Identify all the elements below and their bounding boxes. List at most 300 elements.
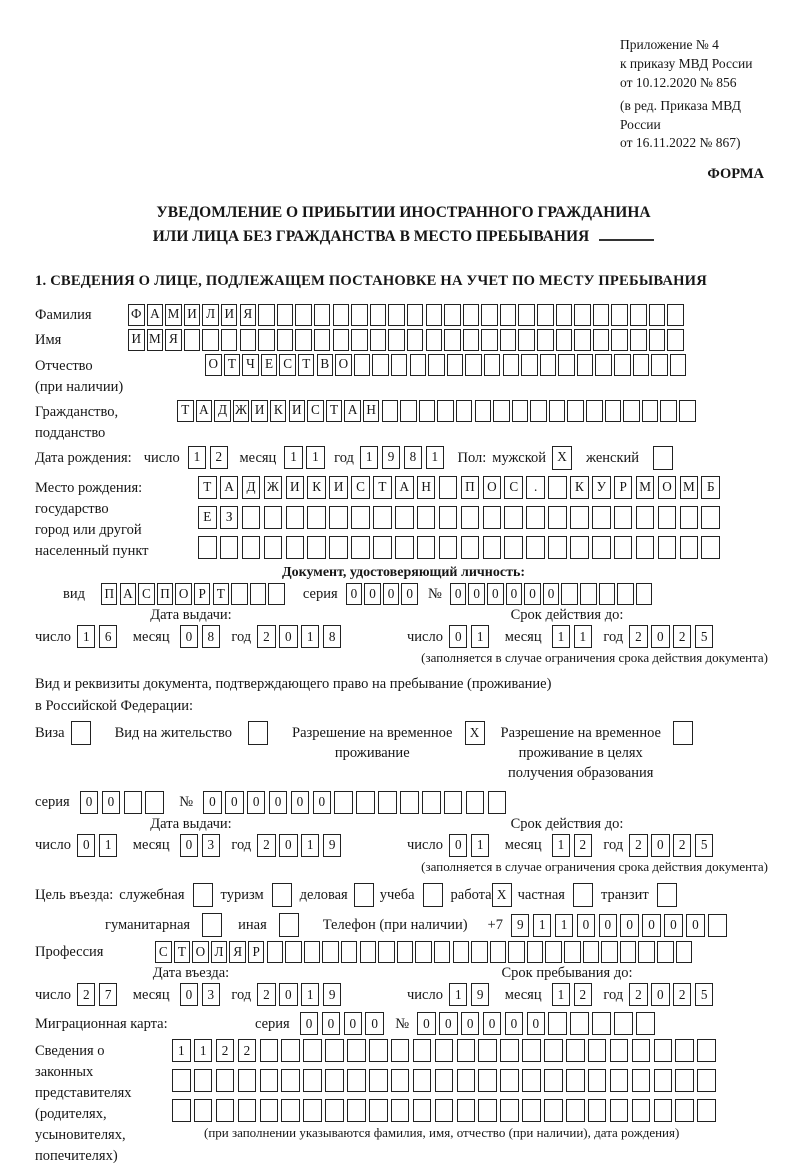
char-cell[interactable]: 1 xyxy=(360,446,379,469)
char-cell[interactable] xyxy=(295,304,312,326)
char-cell[interactable]: И xyxy=(184,304,201,326)
char-cell[interactable]: 0 xyxy=(225,791,244,814)
char-cell[interactable] xyxy=(447,354,464,376)
char-cell[interactable] xyxy=(202,913,222,937)
char-cell[interactable] xyxy=(435,1069,454,1092)
char-cell[interactable] xyxy=(657,941,674,963)
char-cell[interactable]: 3 xyxy=(202,834,221,857)
char-cell[interactable] xyxy=(610,1099,629,1122)
char-cell[interactable] xyxy=(638,941,655,963)
char-cell[interactable] xyxy=(660,400,677,422)
char-cell[interactable] xyxy=(558,354,575,376)
char-cell[interactable] xyxy=(238,1099,257,1122)
char-cell[interactable] xyxy=(410,354,427,376)
char-cell[interactable] xyxy=(395,536,414,559)
char-cell[interactable] xyxy=(658,506,677,529)
char-cell[interactable]: 1 xyxy=(555,914,574,937)
char-cell[interactable] xyxy=(415,941,432,963)
char-cell[interactable] xyxy=(413,1099,432,1122)
char-cell[interactable] xyxy=(347,1099,366,1122)
char-cell[interactable]: 9 xyxy=(471,983,490,1006)
char-cell[interactable]: 2 xyxy=(629,834,648,857)
char-cell[interactable] xyxy=(295,329,312,351)
char-cell[interactable]: Р xyxy=(614,476,633,499)
char-cell[interactable] xyxy=(184,329,201,351)
char-cell[interactable] xyxy=(341,941,358,963)
char-cell[interactable] xyxy=(540,354,557,376)
char-cell[interactable] xyxy=(307,536,326,559)
char-cell[interactable] xyxy=(632,1099,651,1122)
char-cell[interactable] xyxy=(512,400,529,422)
char-cell[interactable] xyxy=(478,1069,497,1092)
char-cell[interactable] xyxy=(500,329,517,351)
char-cell[interactable] xyxy=(574,329,591,351)
char-cell[interactable]: Н xyxy=(417,476,436,499)
char-cell[interactable]: 1 xyxy=(533,914,552,937)
char-cell[interactable] xyxy=(617,583,634,605)
char-cell[interactable]: 1 xyxy=(301,625,320,648)
char-cell[interactable] xyxy=(216,1099,235,1122)
char-cell[interactable]: 1 xyxy=(301,834,320,857)
char-cell[interactable]: 2 xyxy=(673,625,692,648)
char-cell[interactable]: 1 xyxy=(188,446,207,469)
char-cell[interactable]: 0 xyxy=(620,914,639,937)
char-cell[interactable]: 5 xyxy=(695,983,714,1006)
char-cell[interactable] xyxy=(391,1099,410,1122)
char-cell[interactable] xyxy=(481,304,498,326)
char-cell[interactable] xyxy=(549,400,566,422)
char-cell[interactable] xyxy=(303,1069,322,1092)
char-cell[interactable] xyxy=(220,536,239,559)
char-cell[interactable] xyxy=(548,1012,567,1035)
char-cell[interactable] xyxy=(633,354,650,376)
char-cell[interactable] xyxy=(680,536,699,559)
char-cell[interactable] xyxy=(500,1069,519,1092)
char-cell[interactable]: Я xyxy=(165,329,182,351)
char-cell[interactable]: 0 xyxy=(599,914,618,937)
char-cell[interactable]: 2 xyxy=(257,983,276,1006)
char-cell[interactable] xyxy=(391,354,408,376)
char-cell[interactable] xyxy=(286,506,305,529)
char-cell[interactable]: 0 xyxy=(383,583,400,605)
char-cell[interactable] xyxy=(351,304,368,326)
char-cell[interactable]: 1 xyxy=(471,834,490,857)
char-cell[interactable]: Р xyxy=(194,583,211,605)
char-cell[interactable] xyxy=(679,400,696,422)
char-cell[interactable] xyxy=(566,1069,585,1092)
char-cell[interactable] xyxy=(268,583,285,605)
char-cell[interactable] xyxy=(360,941,377,963)
char-cell[interactable] xyxy=(544,1039,563,1062)
char-cell[interactable] xyxy=(240,329,257,351)
char-cell[interactable]: 2 xyxy=(629,983,648,1006)
char-cell[interactable]: Л xyxy=(202,304,219,326)
char-cell[interactable] xyxy=(577,354,594,376)
char-cell[interactable] xyxy=(250,583,267,605)
char-cell[interactable]: Ж xyxy=(233,400,250,422)
char-cell[interactable]: . xyxy=(526,476,545,499)
char-cell[interactable] xyxy=(417,506,436,529)
char-cell[interactable] xyxy=(388,329,405,351)
char-cell[interactable] xyxy=(258,329,275,351)
char-cell[interactable] xyxy=(478,1039,497,1062)
char-cell[interactable]: 0 xyxy=(449,625,468,648)
char-cell[interactable] xyxy=(611,329,628,351)
char-cell[interactable]: О xyxy=(483,476,502,499)
char-cell[interactable] xyxy=(314,304,331,326)
char-cell[interactable]: М xyxy=(165,304,182,326)
char-cell[interactable] xyxy=(483,506,502,529)
char-cell[interactable] xyxy=(488,791,507,814)
char-cell[interactable]: Ф xyxy=(128,304,145,326)
char-cell[interactable] xyxy=(413,1039,432,1062)
char-cell[interactable]: 5 xyxy=(695,625,714,648)
char-cell[interactable] xyxy=(264,536,283,559)
char-cell[interactable] xyxy=(522,1069,541,1092)
char-cell[interactable] xyxy=(548,476,567,499)
char-cell[interactable]: С xyxy=(504,476,523,499)
char-cell[interactable] xyxy=(522,1099,541,1122)
char-cell[interactable]: С xyxy=(279,354,296,376)
char-cell[interactable] xyxy=(518,304,535,326)
char-cell[interactable] xyxy=(413,1069,432,1092)
char-cell[interactable] xyxy=(675,1039,694,1062)
char-cell[interactable]: 1 xyxy=(552,834,571,857)
char-cell[interactable] xyxy=(614,1012,633,1035)
char-cell[interactable] xyxy=(281,1039,300,1062)
char-cell[interactable]: 1 xyxy=(172,1039,191,1062)
char-cell[interactable] xyxy=(630,329,647,351)
char-cell[interactable] xyxy=(471,941,488,963)
char-cell[interactable]: 8 xyxy=(404,446,423,469)
char-cell[interactable] xyxy=(673,721,693,745)
char-cell[interactable] xyxy=(463,329,480,351)
char-cell[interactable] xyxy=(508,941,525,963)
char-cell[interactable] xyxy=(521,354,538,376)
char-cell[interactable]: 1 xyxy=(574,625,593,648)
char-cell[interactable] xyxy=(444,304,461,326)
char-cell[interactable] xyxy=(356,791,375,814)
char-cell[interactable] xyxy=(242,506,261,529)
char-cell[interactable] xyxy=(435,1039,454,1062)
char-cell[interactable]: 0 xyxy=(77,834,96,857)
char-cell[interactable] xyxy=(522,1039,541,1062)
char-cell[interactable]: 9 xyxy=(511,914,530,937)
char-cell[interactable]: 2 xyxy=(77,983,96,1006)
char-cell[interactable] xyxy=(526,536,545,559)
char-cell[interactable]: Д xyxy=(214,400,231,422)
char-cell[interactable] xyxy=(279,913,299,937)
char-cell[interactable]: Е xyxy=(261,354,278,376)
char-cell[interactable]: 2 xyxy=(216,1039,235,1062)
char-cell[interactable] xyxy=(670,354,687,376)
char-cell[interactable] xyxy=(614,536,633,559)
char-cell[interactable]: 0 xyxy=(505,1012,524,1035)
char-cell[interactable] xyxy=(303,1099,322,1122)
char-cell[interactable] xyxy=(370,304,387,326)
char-cell[interactable] xyxy=(242,536,261,559)
char-cell[interactable]: А xyxy=(196,400,213,422)
char-cell[interactable] xyxy=(439,476,458,499)
char-cell[interactable] xyxy=(592,536,611,559)
char-cell[interactable] xyxy=(456,400,473,422)
char-cell[interactable]: П xyxy=(101,583,118,605)
char-cell[interactable] xyxy=(325,1069,344,1092)
char-cell[interactable] xyxy=(636,1012,655,1035)
char-cell[interactable] xyxy=(566,1039,585,1062)
char-cell[interactable]: М xyxy=(636,476,655,499)
char-cell[interactable]: Т xyxy=(373,476,392,499)
char-cell[interactable] xyxy=(457,1039,476,1062)
char-cell[interactable] xyxy=(537,329,554,351)
char-cell[interactable] xyxy=(570,1012,589,1035)
char-cell[interactable] xyxy=(475,400,492,422)
char-cell[interactable] xyxy=(556,304,573,326)
char-cell[interactable]: 7 xyxy=(99,983,118,1006)
char-cell[interactable]: Е xyxy=(198,506,217,529)
char-cell[interactable]: 1 xyxy=(301,983,320,1006)
char-cell[interactable] xyxy=(400,400,417,422)
char-cell[interactable]: К xyxy=(307,476,326,499)
char-cell[interactable] xyxy=(351,536,370,559)
char-cell[interactable] xyxy=(667,304,684,326)
char-cell[interactable]: И xyxy=(329,476,348,499)
char-cell[interactable] xyxy=(500,1099,519,1122)
char-cell[interactable] xyxy=(503,354,520,376)
char-cell[interactable] xyxy=(642,400,659,422)
char-cell[interactable] xyxy=(657,883,677,907)
char-cell[interactable] xyxy=(570,506,589,529)
char-cell[interactable]: А xyxy=(147,304,164,326)
char-cell[interactable]: Т xyxy=(213,583,230,605)
char-cell[interactable] xyxy=(325,1099,344,1122)
char-cell[interactable] xyxy=(391,1069,410,1092)
char-cell[interactable]: 1 xyxy=(471,625,490,648)
char-cell[interactable] xyxy=(701,536,720,559)
char-cell[interactable] xyxy=(304,941,321,963)
char-cell[interactable] xyxy=(333,329,350,351)
char-cell[interactable] xyxy=(701,506,720,529)
char-cell[interactable] xyxy=(463,304,480,326)
char-cell[interactable]: 0 xyxy=(439,1012,458,1035)
char-cell[interactable] xyxy=(351,329,368,351)
char-cell[interactable] xyxy=(566,1099,585,1122)
char-cell[interactable] xyxy=(601,941,618,963)
char-cell[interactable] xyxy=(465,354,482,376)
char-cell[interactable] xyxy=(574,304,591,326)
char-cell[interactable] xyxy=(466,791,485,814)
char-cell[interactable]: 1 xyxy=(552,625,571,648)
char-cell[interactable] xyxy=(395,506,414,529)
char-cell[interactable] xyxy=(461,536,480,559)
char-cell[interactable] xyxy=(636,536,655,559)
char-cell[interactable] xyxy=(658,536,677,559)
char-cell[interactable]: 2 xyxy=(210,446,229,469)
char-cell[interactable]: Ж xyxy=(264,476,283,499)
char-cell[interactable]: Л xyxy=(211,941,228,963)
char-cell[interactable]: Т xyxy=(298,354,315,376)
char-cell[interactable] xyxy=(676,941,693,963)
char-cell[interactable] xyxy=(260,1039,279,1062)
char-cell[interactable] xyxy=(194,1099,213,1122)
char-cell[interactable] xyxy=(649,329,666,351)
char-cell[interactable] xyxy=(457,1069,476,1092)
char-cell[interactable] xyxy=(490,941,507,963)
char-cell[interactable] xyxy=(369,1039,388,1062)
char-cell[interactable] xyxy=(272,883,292,907)
char-cell[interactable] xyxy=(373,506,392,529)
char-cell[interactable]: X xyxy=(552,446,572,470)
char-cell[interactable]: О xyxy=(175,583,192,605)
char-cell[interactable]: 0 xyxy=(203,791,222,814)
char-cell[interactable]: 0 xyxy=(322,1012,341,1035)
char-cell[interactable]: С xyxy=(351,476,370,499)
char-cell[interactable]: Н xyxy=(363,400,380,422)
char-cell[interactable]: 0 xyxy=(180,625,199,648)
char-cell[interactable] xyxy=(417,536,436,559)
char-cell[interactable] xyxy=(423,883,443,907)
char-cell[interactable] xyxy=(351,506,370,529)
char-cell[interactable] xyxy=(277,304,294,326)
char-cell[interactable]: Я xyxy=(229,941,246,963)
char-cell[interactable] xyxy=(636,506,655,529)
char-cell[interactable] xyxy=(322,941,339,963)
char-cell[interactable] xyxy=(426,329,443,351)
char-cell[interactable] xyxy=(124,791,143,814)
char-cell[interactable]: 0 xyxy=(269,791,288,814)
char-cell[interactable] xyxy=(444,329,461,351)
char-cell[interactable]: 0 xyxy=(483,1012,502,1035)
char-cell[interactable]: 0 xyxy=(102,791,121,814)
char-cell[interactable] xyxy=(667,329,684,351)
char-cell[interactable]: Т xyxy=(198,476,217,499)
char-cell[interactable] xyxy=(354,883,374,907)
char-cell[interactable]: 1 xyxy=(284,446,303,469)
char-cell[interactable] xyxy=(194,1069,213,1092)
char-cell[interactable] xyxy=(277,329,294,351)
char-cell[interactable] xyxy=(373,536,392,559)
char-cell[interactable] xyxy=(260,1099,279,1122)
char-cell[interactable] xyxy=(592,506,611,529)
char-cell[interactable] xyxy=(434,941,451,963)
char-cell[interactable]: 0 xyxy=(642,914,661,937)
char-cell[interactable] xyxy=(202,329,219,351)
char-cell[interactable]: 0 xyxy=(80,791,99,814)
char-cell[interactable] xyxy=(588,1039,607,1062)
char-cell[interactable]: 0 xyxy=(291,791,310,814)
char-cell[interactable]: И xyxy=(289,400,306,422)
char-cell[interactable] xyxy=(439,536,458,559)
char-cell[interactable]: 6 xyxy=(99,625,118,648)
char-cell[interactable]: 0 xyxy=(686,914,705,937)
char-cell[interactable] xyxy=(453,941,470,963)
char-cell[interactable]: 9 xyxy=(323,834,342,857)
char-cell[interactable]: О xyxy=(192,941,209,963)
char-cell[interactable]: М xyxy=(680,476,699,499)
char-cell[interactable] xyxy=(457,1099,476,1122)
char-cell[interactable] xyxy=(580,583,597,605)
char-cell[interactable]: Б xyxy=(701,476,720,499)
char-cell[interactable]: О xyxy=(335,354,352,376)
char-cell[interactable] xyxy=(260,1069,279,1092)
char-cell[interactable]: Д xyxy=(242,476,261,499)
char-cell[interactable] xyxy=(372,354,389,376)
char-cell[interactable]: 0 xyxy=(651,983,670,1006)
char-cell[interactable] xyxy=(588,1099,607,1122)
char-cell[interactable] xyxy=(545,941,562,963)
char-cell[interactable] xyxy=(561,583,578,605)
char-cell[interactable] xyxy=(611,304,628,326)
char-cell[interactable]: 0 xyxy=(468,583,485,605)
char-cell[interactable]: 0 xyxy=(401,583,418,605)
char-cell[interactable] xyxy=(391,1039,410,1062)
char-cell[interactable]: 0 xyxy=(346,583,363,605)
char-cell[interactable] xyxy=(697,1099,716,1122)
char-cell[interactable]: 0 xyxy=(651,625,670,648)
char-cell[interactable] xyxy=(530,400,547,422)
char-cell[interactable]: 0 xyxy=(664,914,683,937)
char-cell[interactable] xyxy=(231,583,248,605)
char-cell[interactable]: Ч xyxy=(242,354,259,376)
char-cell[interactable] xyxy=(285,941,302,963)
char-cell[interactable] xyxy=(172,1099,191,1122)
char-cell[interactable] xyxy=(680,506,699,529)
char-cell[interactable]: Т xyxy=(224,354,241,376)
char-cell[interactable]: 1 xyxy=(552,983,571,1006)
char-cell[interactable]: 0 xyxy=(279,834,298,857)
char-cell[interactable]: 0 xyxy=(487,583,504,605)
char-cell[interactable] xyxy=(632,1039,651,1062)
char-cell[interactable] xyxy=(620,941,637,963)
char-cell[interactable] xyxy=(145,791,164,814)
char-cell[interactable] xyxy=(654,1069,673,1092)
char-cell[interactable] xyxy=(544,1099,563,1122)
char-cell[interactable] xyxy=(334,791,353,814)
char-cell[interactable]: С xyxy=(307,400,324,422)
char-cell[interactable]: У xyxy=(592,476,611,499)
char-cell[interactable] xyxy=(614,506,633,529)
char-cell[interactable]: П xyxy=(461,476,480,499)
char-cell[interactable]: 1 xyxy=(426,446,445,469)
char-cell[interactable] xyxy=(518,329,535,351)
char-cell[interactable] xyxy=(314,329,331,351)
char-cell[interactable] xyxy=(573,883,593,907)
char-cell[interactable] xyxy=(548,506,567,529)
char-cell[interactable] xyxy=(329,536,348,559)
char-cell[interactable] xyxy=(248,721,268,745)
char-cell[interactable] xyxy=(461,506,480,529)
char-cell[interactable] xyxy=(651,354,668,376)
char-cell[interactable] xyxy=(595,354,612,376)
char-cell[interactable] xyxy=(281,1069,300,1092)
char-cell[interactable]: 2 xyxy=(257,834,276,857)
char-cell[interactable] xyxy=(397,941,414,963)
char-cell[interactable] xyxy=(426,304,443,326)
char-cell[interactable]: Т xyxy=(174,941,191,963)
char-cell[interactable]: 0 xyxy=(180,983,199,1006)
char-cell[interactable]: З xyxy=(220,506,239,529)
char-cell[interactable] xyxy=(481,329,498,351)
char-cell[interactable] xyxy=(653,446,673,470)
char-cell[interactable] xyxy=(493,400,510,422)
char-cell[interactable] xyxy=(504,536,523,559)
char-cell[interactable] xyxy=(369,1099,388,1122)
char-cell[interactable] xyxy=(708,914,727,937)
char-cell[interactable] xyxy=(435,1099,454,1122)
char-cell[interactable]: К xyxy=(570,476,589,499)
char-cell[interactable]: 8 xyxy=(323,625,342,648)
char-cell[interactable]: 0 xyxy=(247,791,266,814)
